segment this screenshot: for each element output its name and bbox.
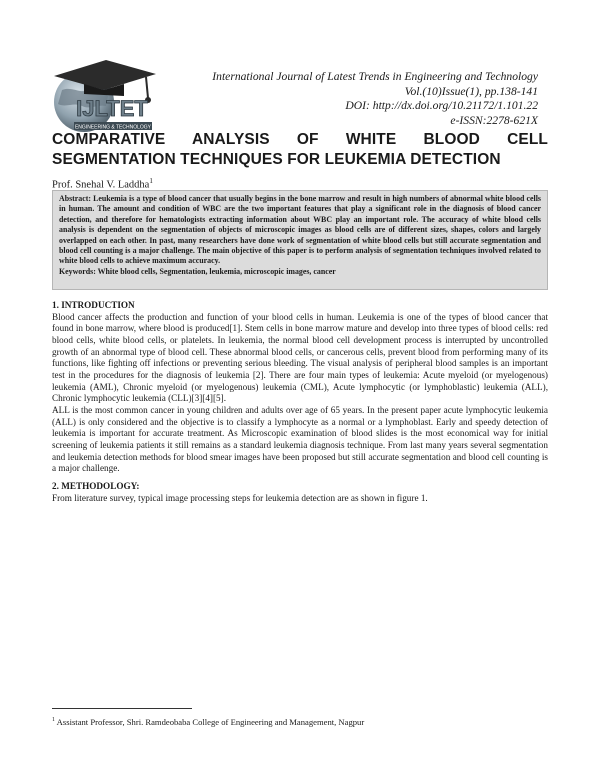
introduction-paragraph-2: ALL is the most common cancer in young children and adults over age of 65 years. In the present paper acute lymphocytic leukemia (ALL) is only considered and the objective is to classify a lymphocyte as a normal or a lymphoblast. Early and speedy detection of leukemia is important for accurate treatment. As Microscopic examination of blood slides is the most economical way for initial screening of leukemia patients it still remains as a standard leukemia diagnosis technique. From last many years several segmentation and leukemia detection methods for blood smear images have been proposed but still accurate segmentation and blood cell counting is a major challenge. bbox=[52, 404, 548, 474]
abstract-box bbox=[52, 190, 548, 290]
footnote-text: Assistant Professor, Shri. Ramdeobaba College of Engineering and Management, Nagpur bbox=[55, 717, 365, 727]
section-introduction bbox=[52, 300, 548, 475]
author-name: Prof. Snehal V. Laddha bbox=[52, 179, 150, 191]
title-line-2: SEGMENTATION TECHNIQUES FOR LEUKEMIA DETECTION bbox=[52, 151, 501, 168]
keywords: Keywords: White blood cells, Segmentation, leukemia, microscopic images, cancer bbox=[59, 266, 336, 276]
logo-text: IJLTET bbox=[76, 96, 148, 121]
methodology-heading: 2. METHODOLOGY: bbox=[52, 481, 140, 491]
introduction-heading: 1. INTRODUCTION bbox=[52, 300, 135, 310]
logo-subtext: ENGINEERING & TECHNOLOGY bbox=[74, 124, 152, 131]
introduction-paragraph-1: Blood cancer affects the production and function of your blood cells in human. Leukemia is one of the types of blood cancer that found in bone marrow, where blood is produced[1]. Stem cells in bone marrow mature and develop into three types of blood cells: red blood cells, white blood cells, or platelets. In leukemia, the normal blood cell development process is interrupted by uncontrolled growth of an abnormal type of blood cell. These abnormal blood cells, or cancerous cells, prevent blood from performing many of its functions, like fighting off infections or preventing serious bleeding. The visual analysis of peripheral blood samples is an important test in the procedures for the diagnosis of leukemia [2]. There are four main types of leukemia: Acute myeloid (or myelogenous) leukemia (AML), Chronic myeloid (or myelogenous) leukemia (CML), Acute lymphocytic (or lymphoblastic) leukemia (ALL), Chronic lymphocytic leukemia (CLL)[3][4][5]. bbox=[52, 311, 548, 404]
title-line-1: COMPARATIVE ANALYSIS OF WHITE BLOOD CELL bbox=[52, 131, 548, 148]
section-methodology bbox=[52, 481, 548, 504]
author-line bbox=[52, 177, 153, 191]
footnote-mark: 1 bbox=[52, 717, 55, 724]
journal-doi: DOI: http://dx.doi.org/10.21172/1.101.22 bbox=[345, 99, 538, 113]
paper-title bbox=[52, 130, 548, 170]
methodology-paragraph-1: From literature survey, typical image processing steps for leukemia detection are as shown in figure 1. bbox=[52, 492, 428, 503]
journal-volume: Vol.(10)Issue(1), pp.138-141 bbox=[404, 84, 538, 98]
journal-logo bbox=[44, 46, 174, 142]
journal-name: International Journal of Latest Trends in Engineering and Technology bbox=[212, 70, 538, 83]
footnote-divider bbox=[52, 708, 192, 709]
journal-header bbox=[178, 70, 538, 128]
author-footnote-mark: 1 bbox=[149, 177, 153, 185]
abstract-text: Abstract: Leukemia is a type of blood cancer that usually begins in the bone marrow and result in high numbers of abnormal white blood cells in human. The amount and condition of WBC are the two important features that play a significant role in the diagnosis of blood cancer detection, and therefore for hematologists extracting information about WBC play an important role. The accuracy of white blood cells analysis is dependent on the segmentation of objects of microscopic images as blood cells are of different sizes, shapes, colors and largely overlapped on each other. In past, many researchers have done work of segmentation of white blood cells but still accurate segmentation and blood cell counting is a major challenge. The main objective of this paper is to perform analysis of segmentation techniques involved related to white blood cells to achieve maximum accuracy. bbox=[59, 194, 541, 266]
journal-issn: e-ISSN:2278-621X bbox=[450, 113, 538, 127]
footnote bbox=[52, 717, 364, 727]
